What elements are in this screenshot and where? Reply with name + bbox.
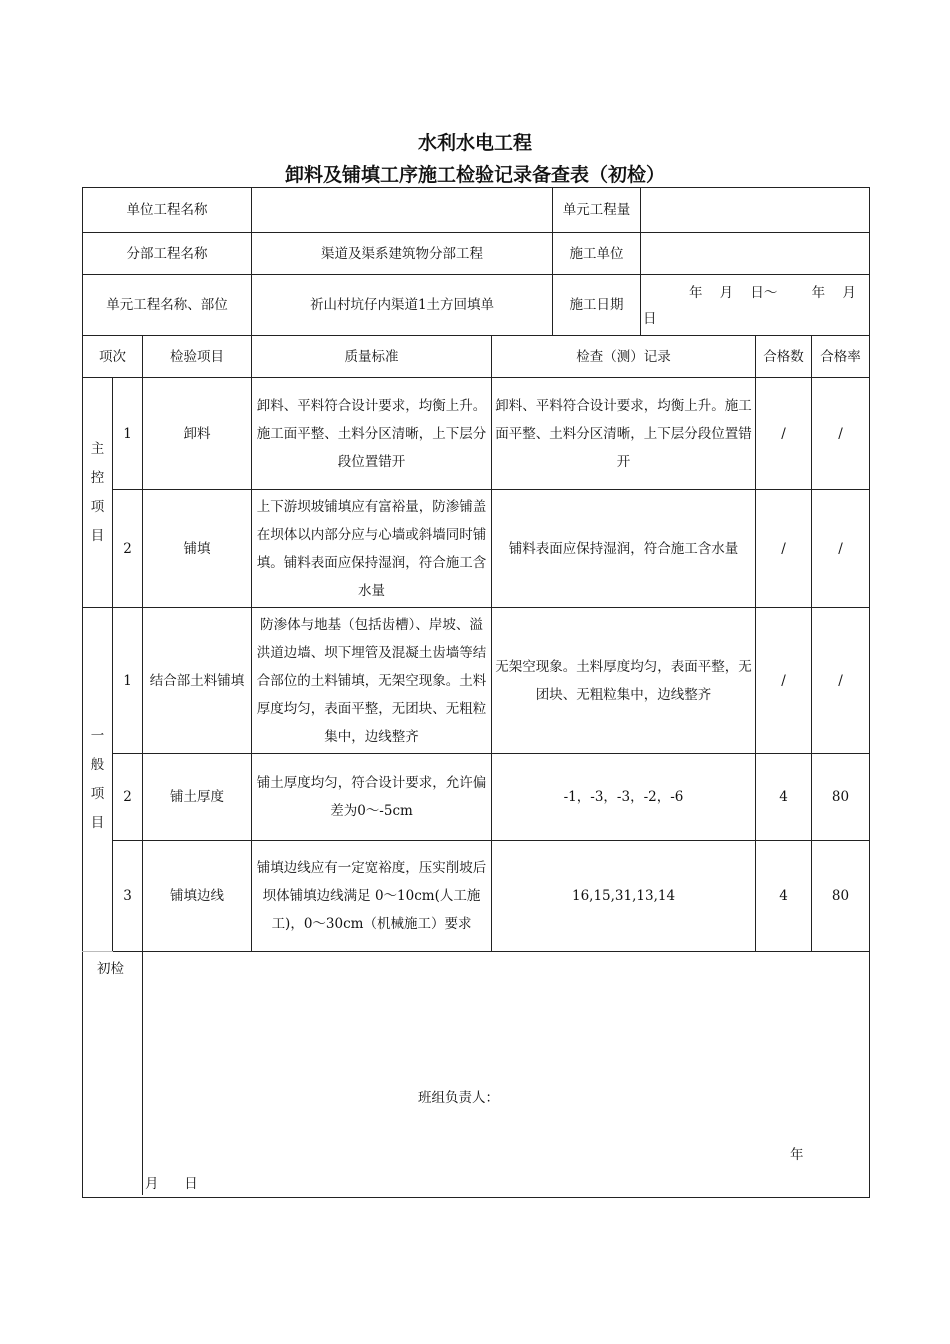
row-check-item: 卸料 [143, 378, 252, 490]
row-record: 铺料表面应保持湿润，符合施工含水量 [492, 490, 756, 608]
table-row [83, 754, 870, 841]
row-pass-count: 4 [756, 754, 812, 841]
row-quality-standard: 上下游坝坡铺填应有富裕量，防渗铺盖在坝体以内部分应与心墙或斜墙同时铺填。铺料表面应保持湿润，符合施工含水量 [252, 490, 492, 608]
row-pass-rate: / [812, 378, 870, 490]
col-item-no: 项次 [83, 336, 143, 378]
info-row-element [83, 275, 870, 336]
row-no: 3 [113, 841, 143, 952]
initial-inspection-row [83, 952, 870, 1198]
initial-inspection-label: 初检 [97, 961, 124, 977]
row-check-item: 铺填边线 [143, 841, 252, 952]
group-main-control: 主 控 项 目 [83, 378, 113, 608]
row-no: 1 [113, 608, 143, 754]
initial-inspection-cell [83, 952, 870, 1198]
document-subtitle: 卸料及铺填工序施工检验记录备查表（初检） [284, 164, 665, 186]
table-row [83, 378, 870, 490]
col-check-item: 检验项目 [143, 336, 252, 378]
row-no: 2 [113, 754, 143, 841]
row-record: 16,15,31,13,14 [492, 841, 756, 952]
contractor-label: 施工单位 [553, 233, 641, 275]
table-row [83, 608, 870, 754]
row-quality-standard: 铺填边线应有一定宽裕度，压实削坡后坝体铺填边线满足 0～10cm(人工施工)，0～30cm（机械施工）要求 [252, 841, 492, 952]
table-row [83, 841, 870, 952]
col-record: 检查（测）记录 [492, 336, 756, 378]
construction-date-value [641, 275, 870, 336]
row-no: 1 [113, 378, 143, 490]
row-check-item: 铺填 [143, 490, 252, 608]
col-quality-standard: 质量标准 [252, 336, 492, 378]
date-range-line1: 年 月 日～ 年 月 [689, 285, 856, 301]
unit-project-name-value [252, 188, 553, 233]
row-pass-count: / [756, 490, 812, 608]
row-check-item: 铺土厚度 [143, 754, 252, 841]
row-no: 2 [113, 490, 143, 608]
row-record: -1，-3，-3，-2，-6 [492, 754, 756, 841]
date-label: 施工日期 [553, 275, 641, 336]
initial-inspection-box [83, 952, 869, 1197]
row-record: 无架空现象。土料厚度均匀，表面平整，无团块、无粗粒集中，边线整齐 [492, 608, 756, 754]
division-name-value: 渠道及渠系建筑物分部工程 [252, 233, 553, 275]
info-row-unit-project [83, 188, 870, 233]
contractor-value [641, 233, 870, 275]
column-header-row [83, 336, 870, 378]
row-pass-count: / [756, 378, 812, 490]
document-title: 水利水电工程 [417, 132, 532, 154]
row-pass-rate: / [812, 608, 870, 754]
info-row-division [83, 233, 870, 275]
unit-project-name-label: 单位工程名称 [83, 188, 252, 233]
row-record: 卸料、平料符合设计要求，均衡上升。施工面平整、土料分区清晰，上下层分段位置错开 [492, 378, 756, 490]
date-range-line2: 日 [643, 311, 657, 327]
col-pass-count: 合格数 [756, 336, 812, 378]
table-row [83, 490, 870, 608]
row-pass-rate: 80 [812, 841, 870, 952]
row-pass-rate: 80 [812, 754, 870, 841]
element-quantity-value [641, 188, 870, 233]
element-quantity-label: 单元工程量 [553, 188, 641, 233]
row-check-item: 结合部土料铺填 [143, 608, 252, 754]
division-name-label: 分部工程名称 [83, 233, 252, 275]
row-pass-count: / [756, 608, 812, 754]
inspection-record-table [82, 187, 870, 1198]
signature-month-day-label: 月 日 [145, 1176, 198, 1192]
row-quality-standard: 卸料、平料符合设计要求，均衡上升。施工面平整、土料分区清晰，上下层分段位置错开 [252, 378, 492, 490]
team-leader-signature-label: 班组负责人： [418, 1090, 499, 1106]
row-pass-rate: / [812, 490, 870, 608]
element-name-value: 祈山村坑仔内渠道1土方回填单 [252, 275, 553, 336]
row-quality-standard: 防渗体与地基（包括齿槽）、岸坡、溢洪道边墙、坝下埋管及混凝土齿墙等结合部位的土料铺填，无架空现象。土料厚度均匀，表面平整，无团块、无粗粒集中，边线整齐 [252, 608, 492, 754]
signature-year-label: 年 [790, 1147, 804, 1163]
row-pass-count: 4 [756, 841, 812, 952]
row-quality-standard: 铺土厚度均匀，符合设计要求，允许偏差为0～-5cm [252, 754, 492, 841]
element-name-label: 单元工程名称、部位 [83, 275, 252, 336]
col-pass-rate: 合格率 [812, 336, 870, 378]
group-general: 一 般 项 目 [83, 608, 113, 952]
